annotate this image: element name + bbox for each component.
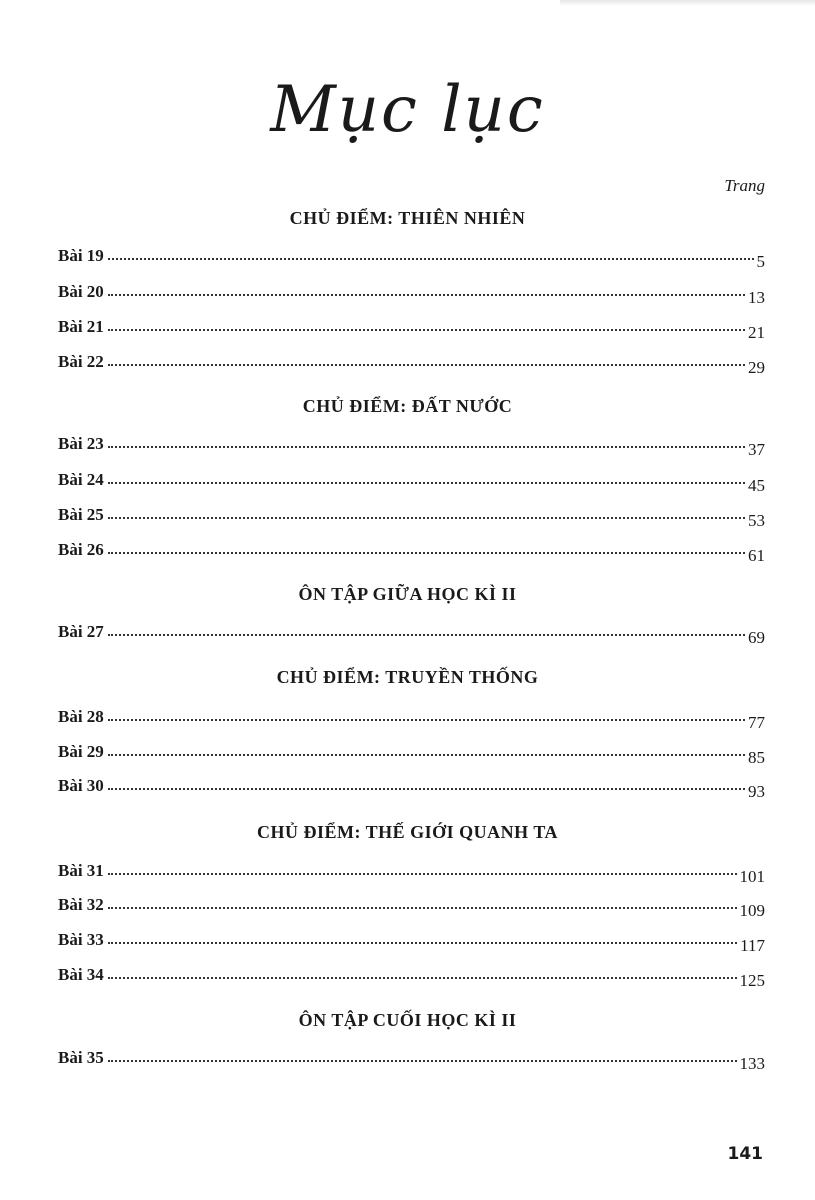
- dot-leader: [108, 941, 737, 944]
- dot-leader: [108, 718, 745, 721]
- section-heading: ÔN TẬP CUỐI HỌC KÌ II: [298, 1010, 517, 1030]
- toc-entry[interactable]: [58, 926, 765, 955]
- scan-edge-shadow: [560, 0, 815, 6]
- entry-label: Bài 35: [58, 1048, 104, 1067]
- section-heading: CHỦ ĐIỂM: ĐẤT NƯỚC: [302, 396, 513, 416]
- section-heading: CHỦ ĐIỂM: TRUYỀN THỐNG: [276, 667, 539, 687]
- toc-entry[interactable]: [58, 857, 765, 886]
- dot-leader: [108, 872, 737, 875]
- entry-label: Bài 24: [58, 470, 104, 489]
- entry-label: Bài 19: [58, 246, 104, 265]
- toc-entry[interactable]: [58, 242, 765, 271]
- page-column-label: Trang: [724, 176, 765, 195]
- entry-label: Bài 31: [58, 861, 104, 880]
- entry-label: Bài 27: [58, 622, 104, 641]
- dot-leader: [108, 516, 745, 519]
- entry-page: 125: [739, 971, 765, 990]
- dot-leader: [108, 906, 737, 909]
- dot-leader: [108, 328, 745, 331]
- entry-label: Bài 21: [58, 317, 104, 336]
- entry-page: 61: [748, 546, 765, 565]
- section-heading: ÔN TẬP GIỮA HỌC KÌ II: [298, 584, 517, 604]
- toc-entry[interactable]: [58, 772, 765, 801]
- dot-leader: [108, 363, 745, 366]
- entry-page: 5: [756, 252, 765, 271]
- entry-label: Bài 34: [58, 965, 104, 984]
- entry-label: Bài 32: [58, 895, 104, 914]
- entry-page: 69: [748, 628, 765, 647]
- toc-entry[interactable]: [58, 891, 765, 920]
- toc-entry[interactable]: [58, 501, 765, 530]
- toc-entry[interactable]: [58, 738, 765, 767]
- entry-label: Bài 20: [58, 282, 104, 301]
- dot-leader: [108, 753, 745, 756]
- entry-label: Bài 22: [58, 352, 104, 371]
- dot-leader: [108, 445, 745, 448]
- toc-entry[interactable]: [58, 313, 765, 342]
- dot-leader: [108, 481, 745, 484]
- entry-page: 85: [748, 748, 765, 767]
- entry-label: Bài 25: [58, 505, 104, 524]
- entry-label: Bài 28: [58, 707, 104, 726]
- toc-entry[interactable]: [58, 961, 765, 990]
- dot-leader: [108, 293, 745, 296]
- entry-page: 109: [739, 901, 765, 920]
- entry-label: Bài 29: [58, 742, 104, 761]
- toc-entry[interactable]: [58, 618, 765, 647]
- page-number: 141: [727, 1144, 763, 1164]
- toc-entry[interactable]: [58, 278, 765, 307]
- entry-page: 117: [740, 936, 765, 955]
- entry-page: 93: [748, 782, 765, 801]
- entry-label: Bài 23: [58, 434, 104, 453]
- section-heading: CHỦ ĐIỂM: THẾ GIỚI QUANH TA: [256, 822, 559, 842]
- entry-page: 37: [748, 440, 765, 459]
- entry-page: 77: [748, 713, 765, 732]
- toc-entry[interactable]: [58, 348, 765, 377]
- dot-leader: [108, 1059, 737, 1062]
- entry-page: 45: [748, 476, 765, 495]
- entry-label: Bài 26: [58, 540, 104, 559]
- toc-entry[interactable]: [58, 1044, 765, 1073]
- entry-page: 53: [748, 511, 765, 530]
- entry-label: Bài 30: [58, 776, 104, 795]
- dot-leader: [108, 551, 745, 554]
- section-heading: CHỦ ĐIỂM: THIÊN NHIÊN: [289, 208, 526, 228]
- entry-label: Bài 33: [58, 930, 104, 949]
- dot-leader: [108, 976, 737, 979]
- dot-leader: [108, 633, 745, 636]
- dot-leader: [108, 257, 754, 260]
- entry-page: 101: [739, 867, 765, 886]
- entry-page: 21: [748, 323, 765, 342]
- toc-entry[interactable]: [58, 536, 765, 565]
- dot-leader: [108, 787, 745, 790]
- toc-entry[interactable]: [58, 466, 765, 495]
- entry-page: 29: [748, 358, 765, 377]
- page-title: Mục lục: [270, 73, 545, 147]
- entry-page: 13: [748, 288, 765, 307]
- toc-entry[interactable]: [58, 430, 765, 459]
- toc-entry[interactable]: [58, 703, 765, 732]
- entry-page: 133: [739, 1054, 765, 1073]
